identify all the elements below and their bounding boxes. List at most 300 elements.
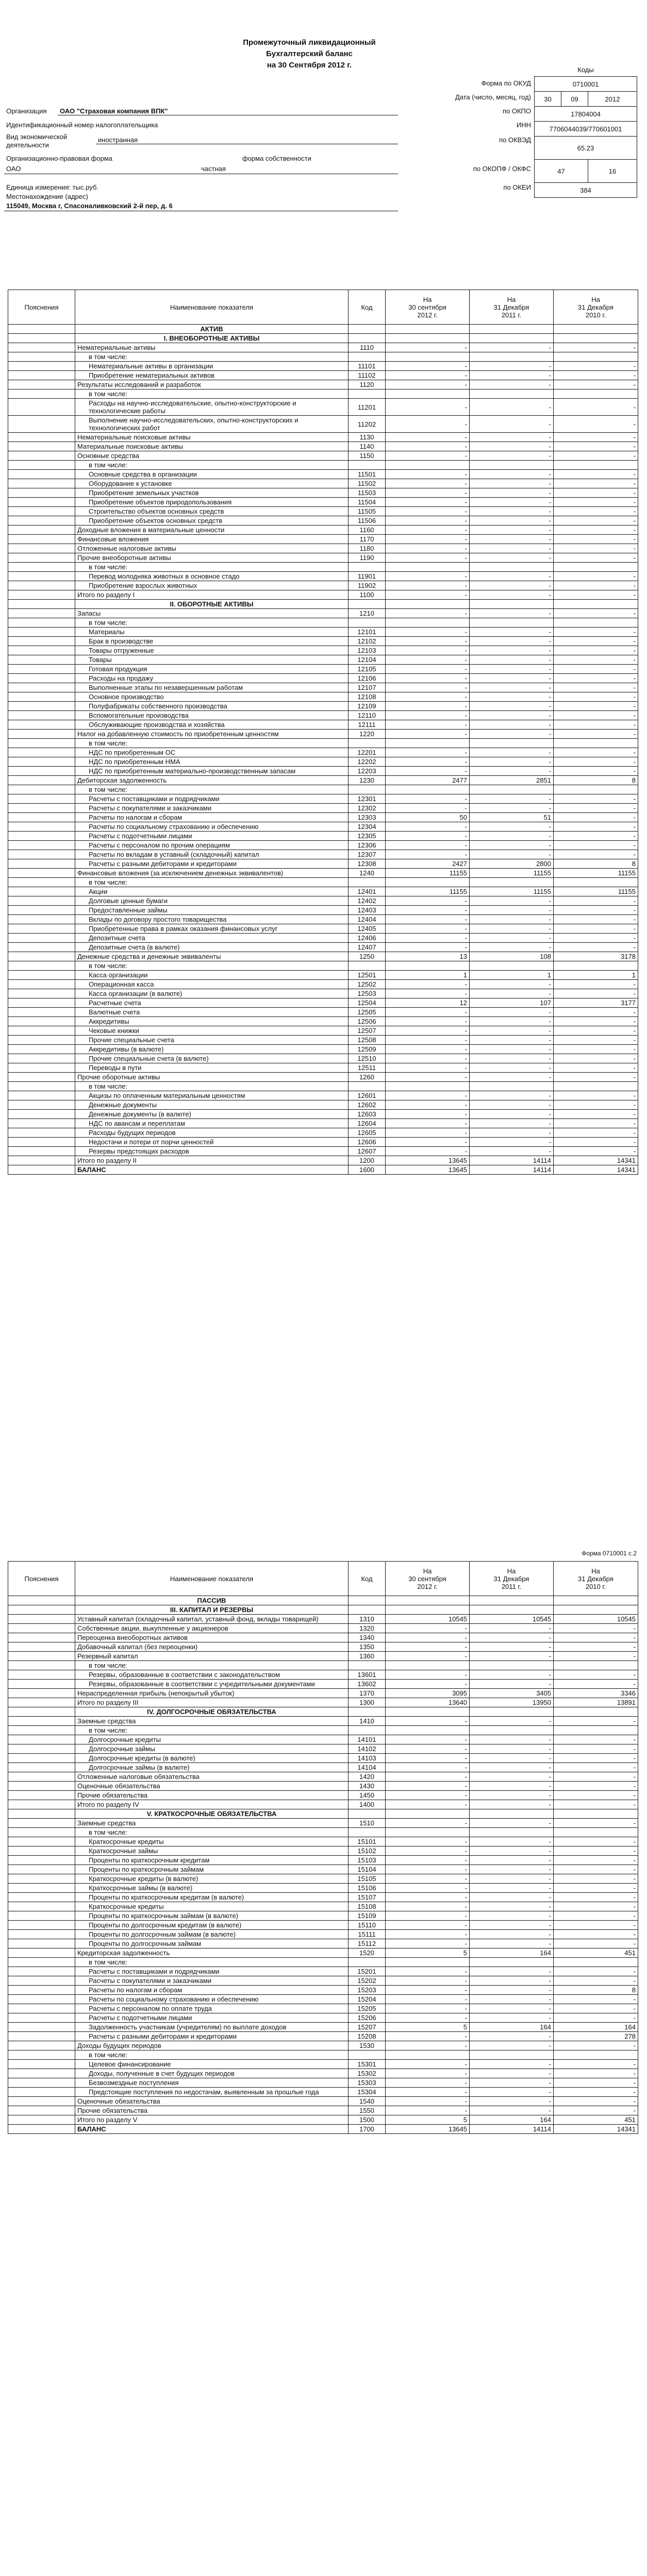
cell-name: Резервы, образованные в соответствии с законодательством xyxy=(75,1670,349,1680)
cell-name: НДС по приобретенным ОС xyxy=(75,748,349,757)
table-row xyxy=(8,1082,638,1091)
cell-name: Собственные акции, выкупленные у акционеров xyxy=(75,1624,349,1633)
cell-value-1: - xyxy=(386,1026,470,1036)
cell-value xyxy=(554,334,638,343)
cell-value xyxy=(386,1596,470,1605)
cell-note xyxy=(8,1138,75,1147)
ownership-label: форма собственности xyxy=(242,155,311,162)
activity-value: иностранная xyxy=(98,136,138,144)
cell-name: в том числе: xyxy=(75,389,349,399)
cell-value-3 xyxy=(554,389,638,399)
cell-code: 11901 xyxy=(349,572,386,581)
cell-name: Расчеты с подотчетными лицами xyxy=(75,832,349,841)
table-row xyxy=(8,748,638,757)
cell-code: 11501 xyxy=(349,470,386,479)
cell-name: Перевод молодняка животных в основное стадо xyxy=(75,572,349,581)
cell-note xyxy=(8,1986,75,1995)
table-row xyxy=(8,1846,638,1856)
cell-value-1: - xyxy=(386,637,470,646)
cell-value-2: - xyxy=(470,804,554,813)
col-period-1: На 30 сентября 2012 г. xyxy=(386,1562,470,1596)
cell-value-2: - xyxy=(470,572,554,581)
cell-value-3: - xyxy=(554,1782,638,1791)
cell-name: в том числе: xyxy=(75,2050,349,2060)
cell-value-3: - xyxy=(554,2078,638,2088)
codes-box xyxy=(534,76,637,198)
cell-value-2 xyxy=(470,1726,554,1735)
table-row xyxy=(8,757,638,767)
table-row xyxy=(8,1819,638,1828)
table-row xyxy=(8,535,638,544)
cell-name: Расчетные счета xyxy=(75,998,349,1008)
cell-code: 12107 xyxy=(349,683,386,692)
cell-name: Товары xyxy=(75,655,349,665)
cell-code: 1140 xyxy=(349,442,386,451)
table-row xyxy=(8,352,638,362)
table-row xyxy=(8,1008,638,1017)
table-row xyxy=(8,507,638,516)
cell-value-1 xyxy=(386,1082,470,1091)
section-title: АКТИВ xyxy=(75,325,349,334)
cell-value-1: - xyxy=(386,2106,470,2115)
cell-name: Целевое финансирование xyxy=(75,2060,349,2069)
table-row xyxy=(8,1782,638,1791)
cell-value-2: - xyxy=(470,906,554,915)
cell-note xyxy=(8,1633,75,1642)
cell-value-1: - xyxy=(386,590,470,600)
table-row xyxy=(8,1856,638,1865)
cell-code xyxy=(349,1596,386,1605)
cell-code: 11506 xyxy=(349,516,386,526)
cell-value-3: - xyxy=(554,692,638,702)
table-row xyxy=(8,2050,638,2060)
cell-value-1: 50 xyxy=(386,813,470,822)
cell-note xyxy=(8,1976,75,1986)
cell-name: Финансовые вложения (за исключением денежных эквивалентов) xyxy=(75,869,349,878)
cell-value-2: 11155 xyxy=(470,869,554,878)
cell-code: 1210 xyxy=(349,609,386,618)
cell-name: Расходы на продажу xyxy=(75,674,349,683)
cell-note xyxy=(8,1036,75,1045)
cell-name: Кредиторская задолженность xyxy=(75,1948,349,1958)
cell-name: Расчеты с покупателями и заказчиками xyxy=(75,1976,349,1986)
cell-name: Выполненные этапы по незавершенным работам xyxy=(75,683,349,692)
cell-value-2: - xyxy=(470,841,554,850)
cell-value-1: - xyxy=(386,989,470,998)
table-row xyxy=(8,380,638,389)
table-row xyxy=(8,1633,638,1642)
cell-value xyxy=(386,1605,470,1615)
cell-value-3: - xyxy=(554,637,638,646)
cell-name: Касса организации xyxy=(75,971,349,980)
table-row xyxy=(8,1670,638,1680)
cell-value-1: - xyxy=(386,1735,470,1744)
cell-value-3: - xyxy=(554,2106,638,2115)
table-row xyxy=(8,1976,638,1986)
cell-value-3: 11155 xyxy=(554,869,638,878)
cell-code: 1180 xyxy=(349,544,386,553)
cell-value-3: - xyxy=(554,479,638,488)
table-row xyxy=(8,461,638,470)
cell-note xyxy=(8,832,75,841)
table-row xyxy=(8,2032,638,2041)
table-row xyxy=(8,1754,638,1763)
cell-value-1: 13645 xyxy=(386,1165,470,1175)
cell-value-2: 108 xyxy=(470,952,554,961)
cell-value-3: - xyxy=(554,609,638,618)
cell-name: Денежные документы xyxy=(75,1100,349,1110)
cell-note xyxy=(8,2125,75,2134)
cell-value-3: - xyxy=(554,507,638,516)
cell-value-2: - xyxy=(470,1744,554,1754)
cell-value-1: 2427 xyxy=(386,859,470,869)
cell-code: 12108 xyxy=(349,692,386,702)
table-row xyxy=(8,785,638,794)
cell-value-2: - xyxy=(470,702,554,711)
cell-code: 13601 xyxy=(349,1670,386,1680)
cell-value-2: - xyxy=(470,442,554,451)
cell-code: 15302 xyxy=(349,2069,386,2078)
cell-value xyxy=(470,334,554,343)
cell-value-1: - xyxy=(386,1633,470,1642)
cell-name: Заемные средства xyxy=(75,1819,349,1828)
cell-note xyxy=(8,1147,75,1156)
cell-name: Прочие специальные счета (в валюте) xyxy=(75,1054,349,1063)
table-row xyxy=(8,618,638,628)
cell-value-1: - xyxy=(386,470,470,479)
cell-code: 12307 xyxy=(349,850,386,859)
cell-value-3: - xyxy=(554,1874,638,1884)
cell-value-1: - xyxy=(386,1063,470,1073)
table-row xyxy=(8,1063,638,1073)
cell-value-2: - xyxy=(470,850,554,859)
cell-name: Вклады по договору простого товарищества xyxy=(75,915,349,924)
cell-name: Предоставленные займы xyxy=(75,906,349,915)
cell-name: в том числе: xyxy=(75,618,349,628)
cell-note xyxy=(8,878,75,887)
cell-code xyxy=(349,961,386,971)
cell-value-1: - xyxy=(386,433,470,442)
cell-note xyxy=(8,1939,75,1948)
table-row xyxy=(8,2097,638,2106)
cell-value-3: - xyxy=(554,590,638,600)
cell-note xyxy=(8,362,75,371)
cell-value-1: - xyxy=(386,915,470,924)
cell-note xyxy=(8,2032,75,2041)
cell-value-2: - xyxy=(470,989,554,998)
cell-value-2: - xyxy=(470,674,554,683)
cell-name: БАЛАНС xyxy=(75,2125,349,2134)
cell-note xyxy=(8,1735,75,1744)
cell-value-1: 2477 xyxy=(386,776,470,785)
cell-value-1: - xyxy=(386,2069,470,2078)
cell-value-2: - xyxy=(470,498,554,507)
cell-code xyxy=(349,389,386,399)
cell-name: Налог на добавленную стоимость по приобретенным ценностям xyxy=(75,730,349,739)
cell-value-1 xyxy=(386,352,470,362)
cell-code: 12105 xyxy=(349,665,386,674)
cell-name: Строительство объектов основных средств xyxy=(75,507,349,516)
cell-name: Расходы будущих периодов xyxy=(75,1128,349,1138)
table-row xyxy=(8,1958,638,1967)
cell-note xyxy=(8,1707,75,1717)
section-title: ПАССИВ xyxy=(75,1596,349,1605)
cell-note xyxy=(8,1884,75,1893)
cell-name: Нематериальные активы в организации xyxy=(75,362,349,371)
table-row xyxy=(8,2078,638,2088)
cell-value-1: - xyxy=(386,841,470,850)
cell-name: Нематериальные поисковые активы xyxy=(75,433,349,442)
cell-value-2: 11155 xyxy=(470,887,554,896)
cell-value-2: - xyxy=(470,2060,554,2069)
cell-name: Депозитные счета (в валюте) xyxy=(75,943,349,952)
cell-code: 12405 xyxy=(349,924,386,934)
cell-value-1: 3095 xyxy=(386,1689,470,1698)
cell-note xyxy=(8,1026,75,1036)
table-row xyxy=(8,980,638,989)
cell-code: 11503 xyxy=(349,488,386,498)
cell-note xyxy=(8,1837,75,1846)
okpo-value: 17804004 xyxy=(535,107,637,122)
cell-value-2 xyxy=(470,961,554,971)
cell-value-1: - xyxy=(386,1995,470,2004)
cell-value-2: - xyxy=(470,1893,554,1902)
cell-note xyxy=(8,399,75,416)
cell-note xyxy=(8,692,75,702)
cell-code: 15205 xyxy=(349,2004,386,2013)
cell-value xyxy=(386,325,470,334)
cell-value-1: - xyxy=(386,1791,470,1800)
cell-code: 12404 xyxy=(349,915,386,924)
cell-value-3: - xyxy=(554,1717,638,1726)
table-row xyxy=(8,1735,638,1744)
cell-code: 12607 xyxy=(349,1147,386,1156)
cell-value-2: - xyxy=(470,767,554,776)
cell-value-2: - xyxy=(470,1791,554,1800)
legal-form-value: ОАО xyxy=(6,165,21,173)
cell-note xyxy=(8,2060,75,2069)
cell-code: 1230 xyxy=(349,776,386,785)
cell-name: Проценты по краткосрочным кредитам (в валюте) xyxy=(75,1893,349,1902)
cell-value-1: - xyxy=(386,1846,470,1856)
section-title: IV. ДОЛГОСРОЧНЫЕ ОБЯЗАТЕЛЬСТВА xyxy=(75,1707,349,1717)
table-row xyxy=(8,1119,638,1128)
cell-note xyxy=(8,1791,75,1800)
cell-value-3: - xyxy=(554,1073,638,1082)
cell-note xyxy=(8,2050,75,2060)
cell-value-1: - xyxy=(386,702,470,711)
cell-name: БАЛАНС xyxy=(75,1165,349,1175)
okud-value: 0710001 xyxy=(535,77,637,92)
cell-value-3: - xyxy=(554,665,638,674)
cell-value-1: - xyxy=(386,535,470,544)
cell-note xyxy=(8,850,75,859)
cell-code xyxy=(349,739,386,748)
cell-value-1: - xyxy=(386,2060,470,2069)
table-row xyxy=(8,1698,638,1707)
cell-value-3: 3178 xyxy=(554,952,638,961)
cell-value-2: - xyxy=(470,1754,554,1763)
cell-code: 1400 xyxy=(349,1800,386,1809)
table-row xyxy=(8,822,638,832)
cell-value-2: - xyxy=(470,1911,554,1921)
cell-value-1: - xyxy=(386,1856,470,1865)
cell-code: 12102 xyxy=(349,637,386,646)
cell-code: 12601 xyxy=(349,1091,386,1100)
date-day: 30 xyxy=(535,92,561,107)
cell-note xyxy=(8,1642,75,1652)
cell-value-2: - xyxy=(470,1735,554,1744)
cell-value xyxy=(386,334,470,343)
form-note: Форма 0710001 с.2 xyxy=(582,1550,637,1557)
cell-value-1: - xyxy=(386,1045,470,1054)
cell-note xyxy=(8,1082,75,1091)
cell-value-3: - xyxy=(554,767,638,776)
okei-label: по ОКЕИ xyxy=(503,183,531,191)
cell-code xyxy=(349,461,386,470)
cell-code: 1410 xyxy=(349,1717,386,1726)
cell-value-3: - xyxy=(554,1138,638,1147)
table-row xyxy=(8,1874,638,1884)
cell-value-1: - xyxy=(386,416,470,433)
col-name: Наименование показателя xyxy=(75,1562,349,1596)
cell-note xyxy=(8,1782,75,1791)
cell-value-1: - xyxy=(386,2041,470,2050)
cell-value-2: - xyxy=(470,794,554,804)
cell-value-2: 10545 xyxy=(470,1615,554,1624)
table-row xyxy=(8,1110,638,1119)
cell-value-2: - xyxy=(470,2041,554,2050)
cell-value-1: - xyxy=(386,1624,470,1633)
cell-value-1: - xyxy=(386,1986,470,1995)
cell-note xyxy=(8,1652,75,1661)
table-row xyxy=(8,1995,638,2004)
col-name: Наименование показателя xyxy=(75,290,349,325)
table-row xyxy=(8,869,638,878)
cell-value-3: - xyxy=(554,451,638,461)
cell-value xyxy=(470,600,554,609)
cell-note xyxy=(8,1958,75,1967)
cell-value-3: - xyxy=(554,1902,638,1911)
cell-value xyxy=(554,325,638,334)
cell-value-3: - xyxy=(554,1045,638,1054)
table-row xyxy=(8,470,638,479)
cell-note xyxy=(8,1911,75,1921)
cell-code: 1250 xyxy=(349,952,386,961)
cell-value-1: - xyxy=(386,896,470,906)
cell-value-2: - xyxy=(470,507,554,516)
cell-value-2: - xyxy=(470,1036,554,1045)
table-row xyxy=(8,2125,638,2134)
cell-note xyxy=(8,1819,75,1828)
cell-value-3 xyxy=(554,461,638,470)
cell-note xyxy=(8,2106,75,2115)
cell-code: 12407 xyxy=(349,943,386,952)
cell-value-2: - xyxy=(470,637,554,646)
cell-name: Проценты по краткосрочным займам xyxy=(75,1865,349,1874)
cell-code xyxy=(349,2050,386,2060)
cell-value-1: - xyxy=(386,498,470,507)
cell-value-3: - xyxy=(554,572,638,581)
cell-code: 15106 xyxy=(349,1884,386,1893)
table-row xyxy=(8,794,638,804)
cell-note xyxy=(8,380,75,389)
cell-value-3: - xyxy=(554,915,638,924)
cell-name: Приобретение объектов природопользования xyxy=(75,498,349,507)
cell-value-3: - xyxy=(554,2041,638,2050)
table-row xyxy=(8,1045,638,1054)
cell-value-2: - xyxy=(470,1624,554,1633)
cell-note xyxy=(8,1156,75,1165)
table-row xyxy=(8,1642,638,1652)
cell-code: 1510 xyxy=(349,1819,386,1828)
cell-value xyxy=(386,1707,470,1717)
cell-note xyxy=(8,2041,75,2050)
table-row xyxy=(8,646,638,655)
cell-note xyxy=(8,1596,75,1605)
cell-name: Прочие обязательства xyxy=(75,1791,349,1800)
cell-value-2: - xyxy=(470,1995,554,2004)
cell-name: Брак в производстве xyxy=(75,637,349,646)
cell-value-2: - xyxy=(470,2004,554,2013)
cell-code: 12604 xyxy=(349,1119,386,1128)
cell-code: 12605 xyxy=(349,1128,386,1138)
table-row xyxy=(8,1939,638,1948)
cell-value-2: - xyxy=(470,2106,554,2115)
cell-value-1: 10545 xyxy=(386,1615,470,1624)
table-row xyxy=(8,1967,638,1976)
cell-value-2: - xyxy=(470,2013,554,2023)
cell-value-3: - xyxy=(554,380,638,389)
cell-name: Прочие оборотные активы xyxy=(75,1073,349,1082)
cell-code: 11102 xyxy=(349,371,386,380)
cell-note xyxy=(8,1846,75,1856)
cell-value-2: - xyxy=(470,720,554,730)
table-row xyxy=(8,1147,638,1156)
table-row xyxy=(8,859,638,869)
cell-code: 11902 xyxy=(349,581,386,590)
cell-value-3: 8 xyxy=(554,776,638,785)
cell-value-2: - xyxy=(470,433,554,442)
cell-code xyxy=(349,1726,386,1735)
cell-code: 12509 xyxy=(349,1045,386,1054)
cell-value-2: - xyxy=(470,1670,554,1680)
cell-value-3: - xyxy=(554,1744,638,1754)
cell-note xyxy=(8,776,75,785)
cell-code: 1600 xyxy=(349,1165,386,1175)
cell-value-1: - xyxy=(386,943,470,952)
cell-value-1: - xyxy=(386,1128,470,1138)
cell-value-2: 51 xyxy=(470,813,554,822)
cell-value-2: 3405 xyxy=(470,1689,554,1698)
cell-name: Товары отгруженные xyxy=(75,646,349,655)
assets-header-row xyxy=(8,290,638,325)
cell-value-1: 13 xyxy=(386,952,470,961)
cell-code: 1360 xyxy=(349,1652,386,1661)
cell-code xyxy=(349,878,386,887)
table-row xyxy=(8,488,638,498)
cell-code: 12106 xyxy=(349,674,386,683)
okud-label: Форма по ОКУД xyxy=(481,79,531,87)
cell-code: 12401 xyxy=(349,887,386,896)
cell-value-1: - xyxy=(386,692,470,702)
cell-value-2: - xyxy=(470,1100,554,1110)
table-row xyxy=(8,2060,638,2069)
cell-value-2: - xyxy=(470,2069,554,2078)
cell-value-2: 164 xyxy=(470,1948,554,1958)
cell-value-2: - xyxy=(470,1800,554,1809)
cell-value-3: - xyxy=(554,1819,638,1828)
